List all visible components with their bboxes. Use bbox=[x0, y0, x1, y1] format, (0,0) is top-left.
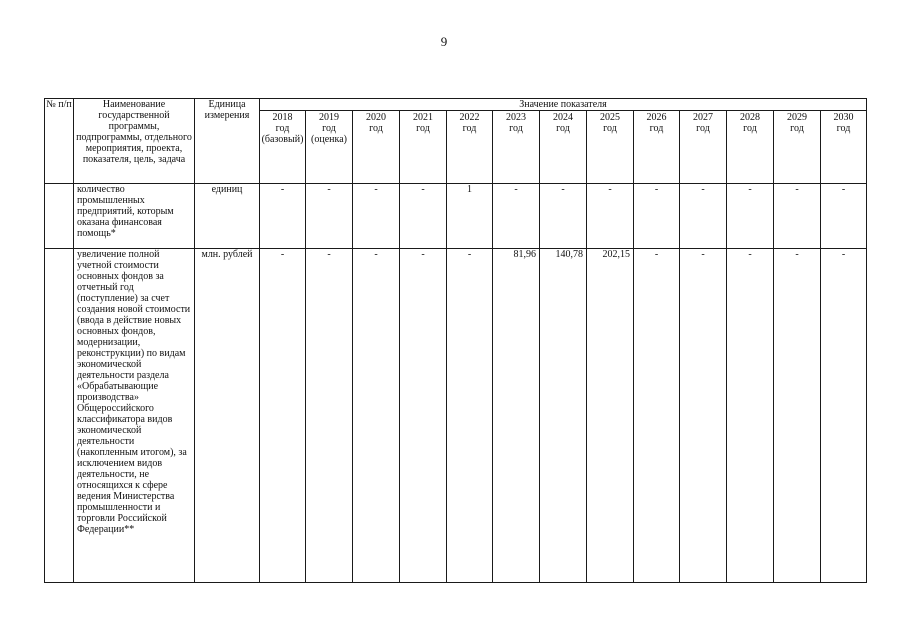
col-header-year: 2021 год bbox=[400, 111, 447, 184]
col-header-num: № п/п bbox=[45, 99, 74, 184]
row-value: - bbox=[634, 249, 680, 583]
row-value: 1 bbox=[447, 184, 493, 249]
col-header-year: 2030 год bbox=[821, 111, 867, 184]
row-value: - bbox=[353, 184, 400, 249]
col-header-year: 2027 год bbox=[680, 111, 727, 184]
col-header-year: 2023 год bbox=[493, 111, 540, 184]
row-unit: единиц bbox=[195, 184, 260, 249]
row-value: - bbox=[306, 184, 353, 249]
row-value: - bbox=[774, 249, 821, 583]
row-value: 202,15 bbox=[587, 249, 634, 583]
row-value: - bbox=[680, 184, 727, 249]
col-header-year: 2024 год bbox=[540, 111, 587, 184]
row-value: - bbox=[400, 249, 447, 583]
table-row bbox=[45, 184, 867, 249]
row-value: - bbox=[727, 184, 774, 249]
row-value: - bbox=[587, 184, 634, 249]
table-row bbox=[45, 249, 867, 583]
row-value: - bbox=[727, 249, 774, 583]
col-header-year: 2028 год bbox=[727, 111, 774, 184]
col-header-year: 2020 год bbox=[353, 111, 400, 184]
row-value: - bbox=[260, 249, 306, 583]
row-unit: млн. рублей bbox=[195, 249, 260, 583]
row-num bbox=[45, 249, 74, 583]
col-header-name: Наименование государственной программы, подпрограммы, отдельного мероприятия, проекта, показателя, цель, задача bbox=[74, 99, 195, 184]
row-num bbox=[45, 184, 74, 249]
row-value: 81,96 bbox=[493, 249, 540, 583]
col-header-value-group: Значение показателя bbox=[260, 99, 867, 111]
row-name: количество промышленных предприятий, которым оказана финансовая помощь* bbox=[74, 184, 195, 249]
row-value: - bbox=[540, 184, 587, 249]
row-value: - bbox=[774, 184, 821, 249]
row-value: 140,78 bbox=[540, 249, 587, 583]
page-number: 9 bbox=[440, 34, 448, 49]
indicators-table bbox=[44, 98, 867, 583]
col-header-year: 2026 год bbox=[634, 111, 680, 184]
col-header-unit: Единица измерения bbox=[195, 99, 260, 184]
row-value: - bbox=[447, 249, 493, 583]
col-header-year: 2025 год bbox=[587, 111, 634, 184]
row-value: - bbox=[353, 249, 400, 583]
col-header-year: 2022 год bbox=[447, 111, 493, 184]
row-value: - bbox=[306, 249, 353, 583]
col-header-year: 2029 год bbox=[774, 111, 821, 184]
row-value: - bbox=[493, 184, 540, 249]
row-value: - bbox=[634, 184, 680, 249]
row-value: - bbox=[821, 184, 867, 249]
row-value: - bbox=[260, 184, 306, 249]
row-value: - bbox=[680, 249, 727, 583]
row-value: - bbox=[821, 249, 867, 583]
header-row-1 bbox=[45, 99, 867, 111]
col-header-year: 2018 год (базовый) bbox=[260, 111, 306, 184]
col-header-year: 2019 год (оценка) bbox=[306, 111, 353, 184]
row-name: увеличение полной учетной стоимости основных фондов за отчетный год (поступление) за счет создания новой стоимости (ввода в действие новых основных фондов, модернизации, реконструкции) по видам экономической деятельности раздела «Обрабатывающие производства» Общероссийского классификатора видов экономической деятельности (накопленным итогом), за исключением видов деятельности, не относящихся к сфере ведения Министерства промышленности и торговли Российской Федерации** bbox=[74, 249, 195, 583]
row-value: - bbox=[400, 184, 447, 249]
